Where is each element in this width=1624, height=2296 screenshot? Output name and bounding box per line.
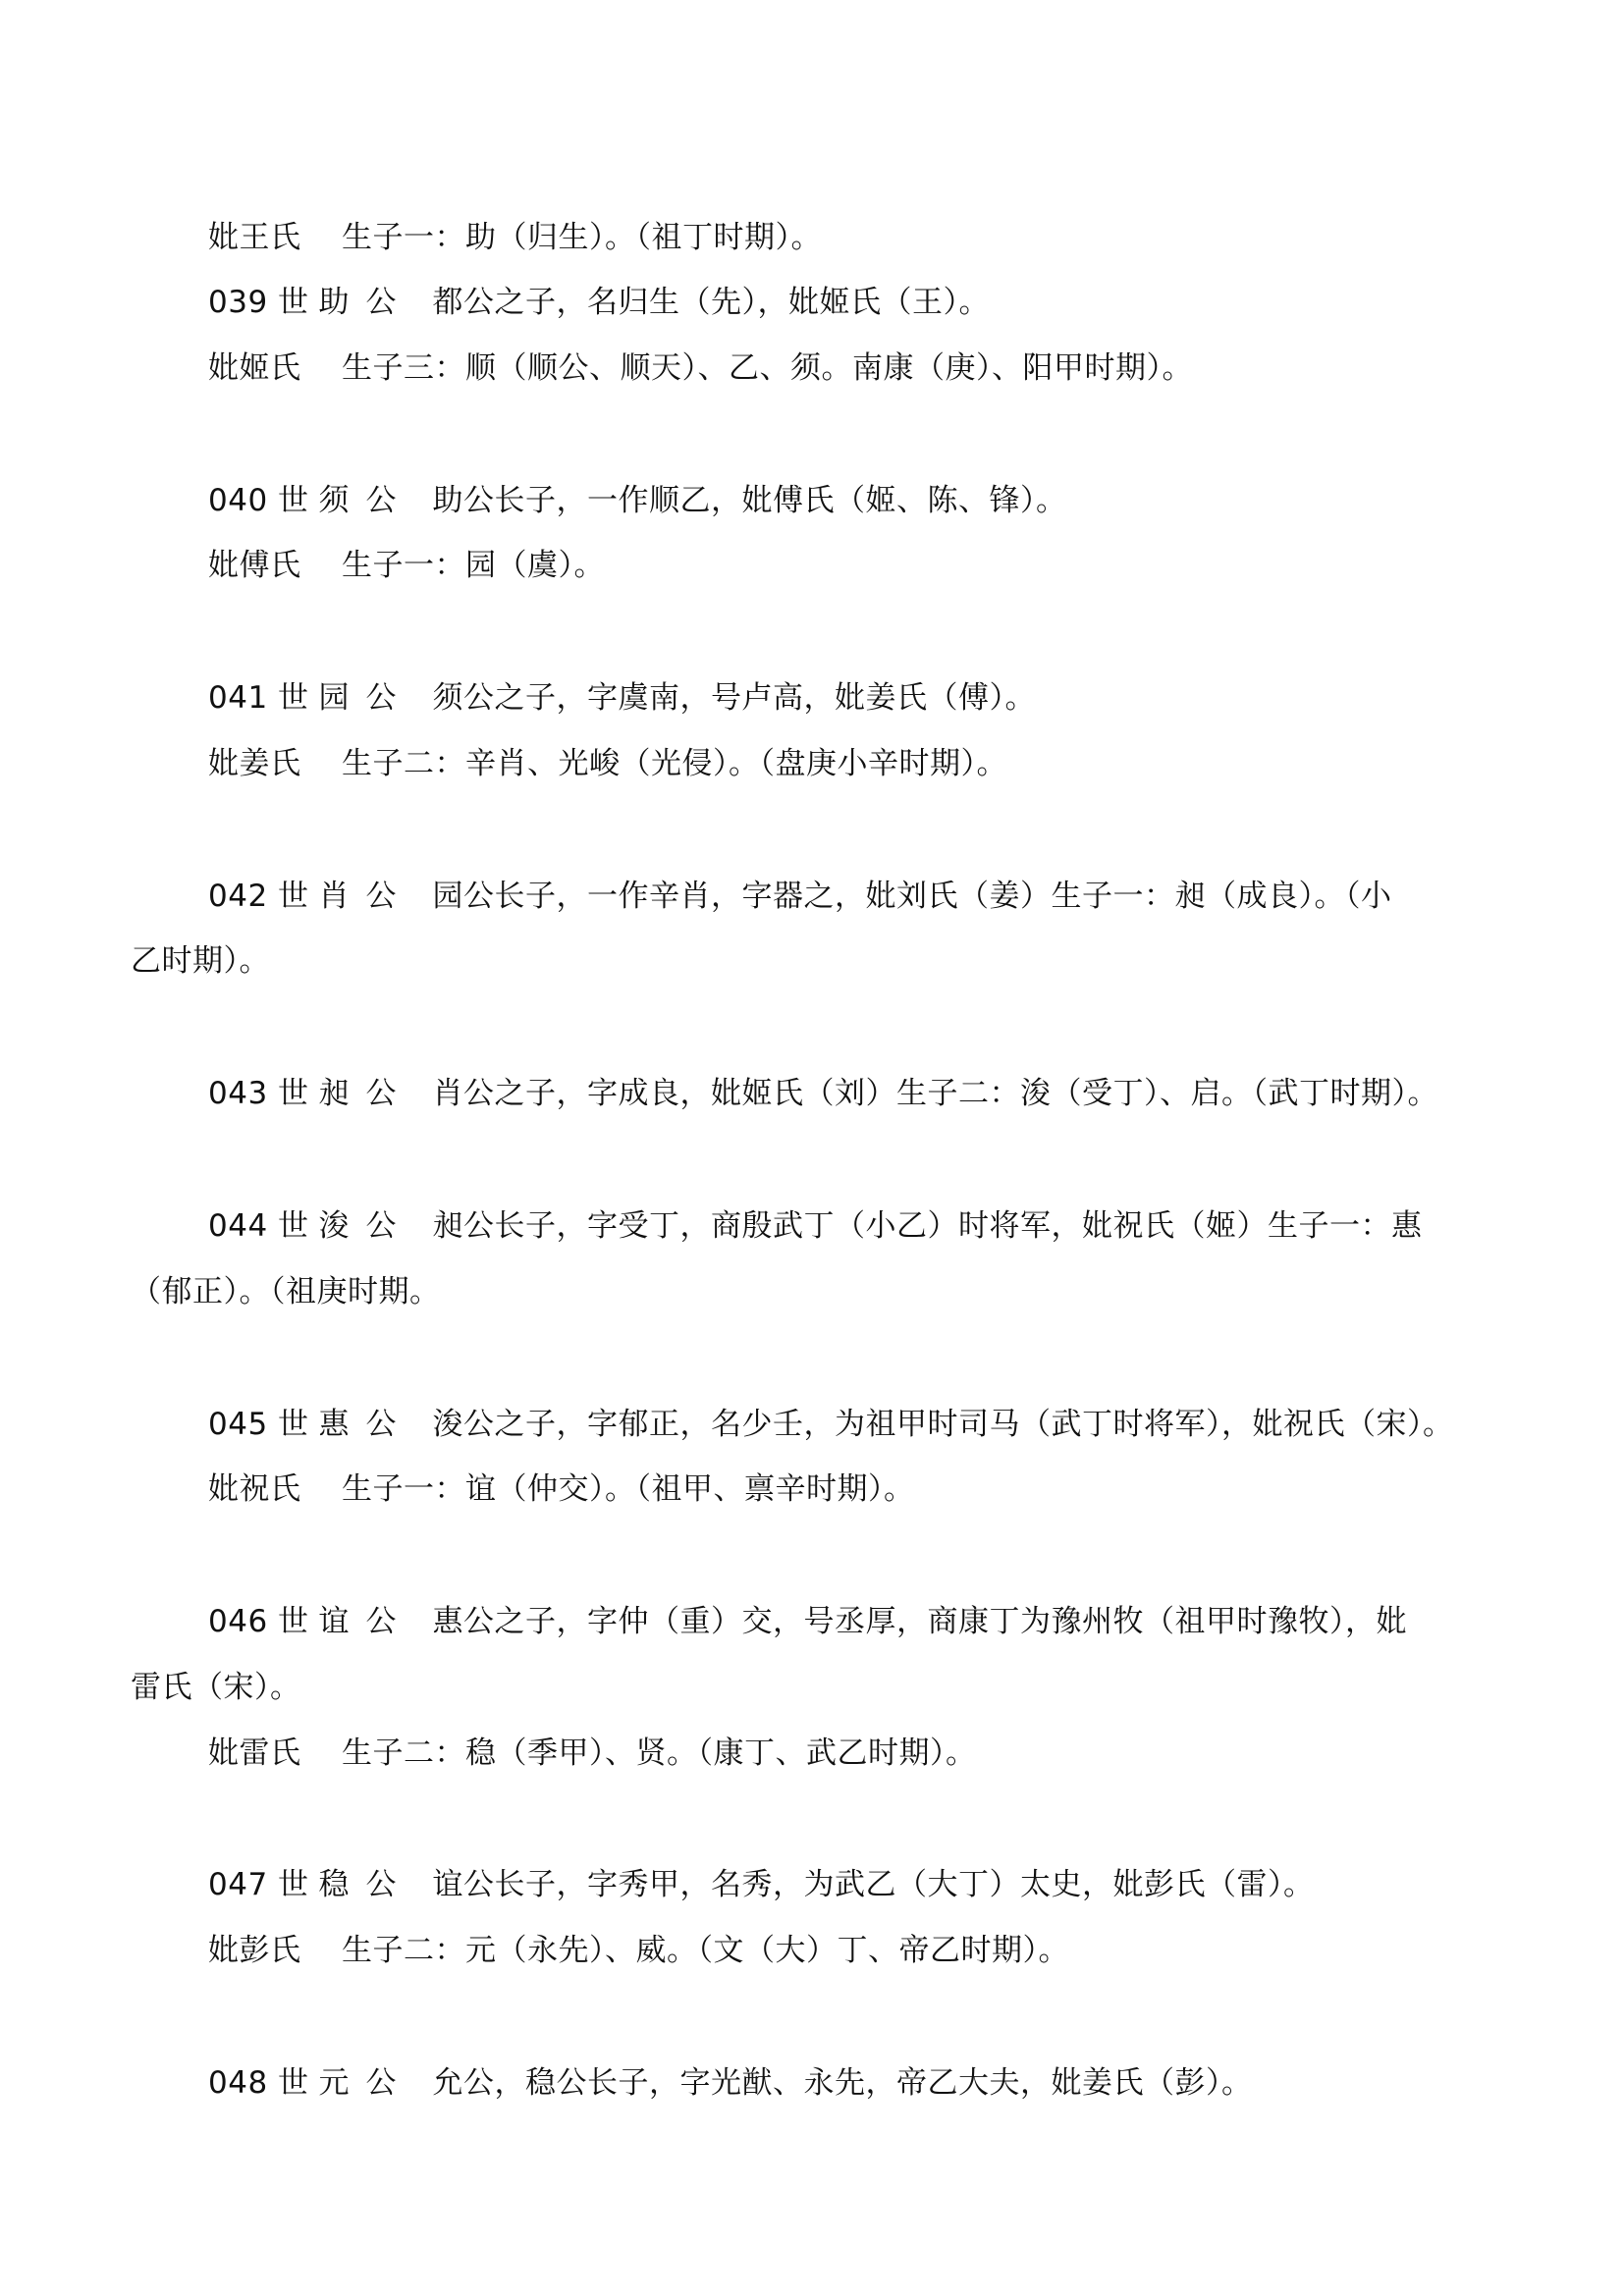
honorific: 公 — [365, 1076, 398, 1111]
text-line-continued — [131, 1272, 441, 1311]
honorific: 公 — [365, 1208, 398, 1244]
line-text: 乙时期）。 — [131, 943, 270, 979]
ancestor-name: 稳 — [318, 1867, 351, 1902]
text-line-continued — [131, 1668, 301, 1707]
generation-entry — [208, 678, 1036, 718]
line-text: 园公长子，一作辛肖，字器之，妣刘氏（姜）生子一：昶（成良）。（小 — [432, 879, 1392, 914]
line-text: 生子二：辛肖、光峻（光侵）。（盘庚小辛时期）。 — [342, 746, 1007, 781]
line-text: 生子一：园（虞）。 — [342, 548, 605, 583]
generation-number: 046 世 — [208, 1604, 309, 1639]
honorific: 公 — [365, 879, 398, 914]
ancestor-name: 肖 — [318, 879, 351, 914]
text-line — [208, 348, 1193, 388]
text-line — [208, 1469, 915, 1509]
generation-number: 045 世 — [208, 1407, 309, 1442]
generation-entry — [208, 1074, 1438, 1113]
generation-number: 042 世 — [208, 879, 309, 914]
line-text: 肖公之子，字成良，妣姬氏（刘）生子二：浚（受丁）、启。（武丁时期）。 — [432, 1076, 1439, 1111]
honorific: 公 — [365, 1604, 398, 1639]
ancestor-name: 昶 — [318, 1076, 351, 1111]
line-text: 谊公长子，字秀甲，名秀，为武乙（大丁）太史，妣彭氏（雷）。 — [432, 1867, 1315, 1902]
line-text: 生子二：稳（季甲）、贤。（康丁、武乙时期）。 — [342, 1735, 977, 1771]
line-text: 昶公长子，字受丁，商殷武丁（小乙）时将军，妣祝氏（姬）生子一：惠 — [432, 1208, 1423, 1244]
line-text: 生子一：谊（仲交）。（祖甲、禀辛时期）。 — [342, 1471, 915, 1507]
wife-label: 妣王氏 — [208, 220, 301, 255]
ancestor-name: 园 — [318, 680, 351, 716]
generation-number: 044 世 — [208, 1208, 309, 1244]
line-text: 助公长子，一作顺乙，妣傅氏（姬、陈、锋）。 — [432, 483, 1067, 518]
honorific: 公 — [365, 285, 398, 320]
ancestor-name: 元 — [318, 2065, 351, 2101]
text-line — [208, 218, 822, 257]
wife-label: 妣姜氏 — [208, 746, 301, 781]
wife-label: 妣傅氏 — [208, 548, 301, 583]
line-text: 须公之子，字虞南，号卢高，妣姜氏（傅）。 — [432, 680, 1037, 716]
honorific: 公 — [365, 483, 398, 518]
wife-label: 妣雷氏 — [208, 1735, 301, 1771]
generation-number: 040 世 — [208, 483, 309, 518]
line-text: 浚公之子，字郁正，名少壬，为祖甲时司马（武丁时将军），妣祝氏（宋）。 — [432, 1407, 1454, 1442]
generation-entry — [208, 481, 1067, 520]
generation-number: 041 世 — [208, 680, 309, 716]
generation-number: 048 世 — [208, 2065, 309, 2101]
text-line — [208, 546, 605, 585]
line-text: 雷氏（宋）。 — [131, 1670, 301, 1705]
ancestor-name: 助 — [318, 285, 351, 320]
line-text: 生子三：顺（顺公、顺天）、乙、须。南康（庚）、阳甲时期）。 — [342, 350, 1193, 386]
generation-number: 047 世 — [208, 1867, 309, 1902]
ancestor-name: 须 — [318, 483, 351, 518]
ancestor-name: 惠 — [318, 1407, 351, 1442]
wife-label: 妣彭氏 — [208, 1933, 301, 1968]
ancestor-name: 浚 — [318, 1208, 351, 1244]
generation-entry — [208, 283, 990, 322]
honorific: 公 — [365, 2065, 398, 2101]
honorific: 公 — [365, 1407, 398, 1442]
line-text: 允公，稳公长子，字光猷、永先，帝乙大夫，妣姜氏（彭）。 — [432, 2065, 1253, 2101]
generation-number: 039 世 — [208, 285, 309, 320]
line-text: 生子一：助（归生）。（祖丁时期）。 — [342, 220, 822, 255]
text-line — [208, 744, 1007, 783]
line-text: （郁正）。（祖庚时期。 — [131, 1274, 441, 1309]
generation-entry — [208, 1865, 1315, 1904]
text-line — [208, 1734, 977, 1773]
wife-label: 妣姬氏 — [208, 350, 301, 386]
generation-entry — [208, 1405, 1454, 1444]
line-text: 惠公之子，字仲（重）交，号丞厚，商康丁为豫州牧（祖甲时豫牧），妣 — [432, 1604, 1408, 1639]
generation-entry — [208, 877, 1392, 916]
ancestor-name: 谊 — [318, 1604, 351, 1639]
line-text: 都公之子，名归生（先），妣姬氏（王）。 — [432, 285, 991, 320]
generation-entry — [208, 2063, 1253, 2103]
generation-entry — [208, 1206, 1423, 1246]
text-line — [208, 1931, 1069, 1970]
text-line-continued — [131, 941, 270, 981]
honorific: 公 — [365, 1867, 398, 1902]
honorific: 公 — [365, 680, 398, 716]
wife-label: 妣祝氏 — [208, 1471, 301, 1507]
generation-number: 043 世 — [208, 1076, 309, 1111]
generation-entry — [208, 1602, 1407, 1641]
line-text: 生子二：元（永先）、威。（文（大）丁、帝乙时期）。 — [342, 1933, 1069, 1968]
